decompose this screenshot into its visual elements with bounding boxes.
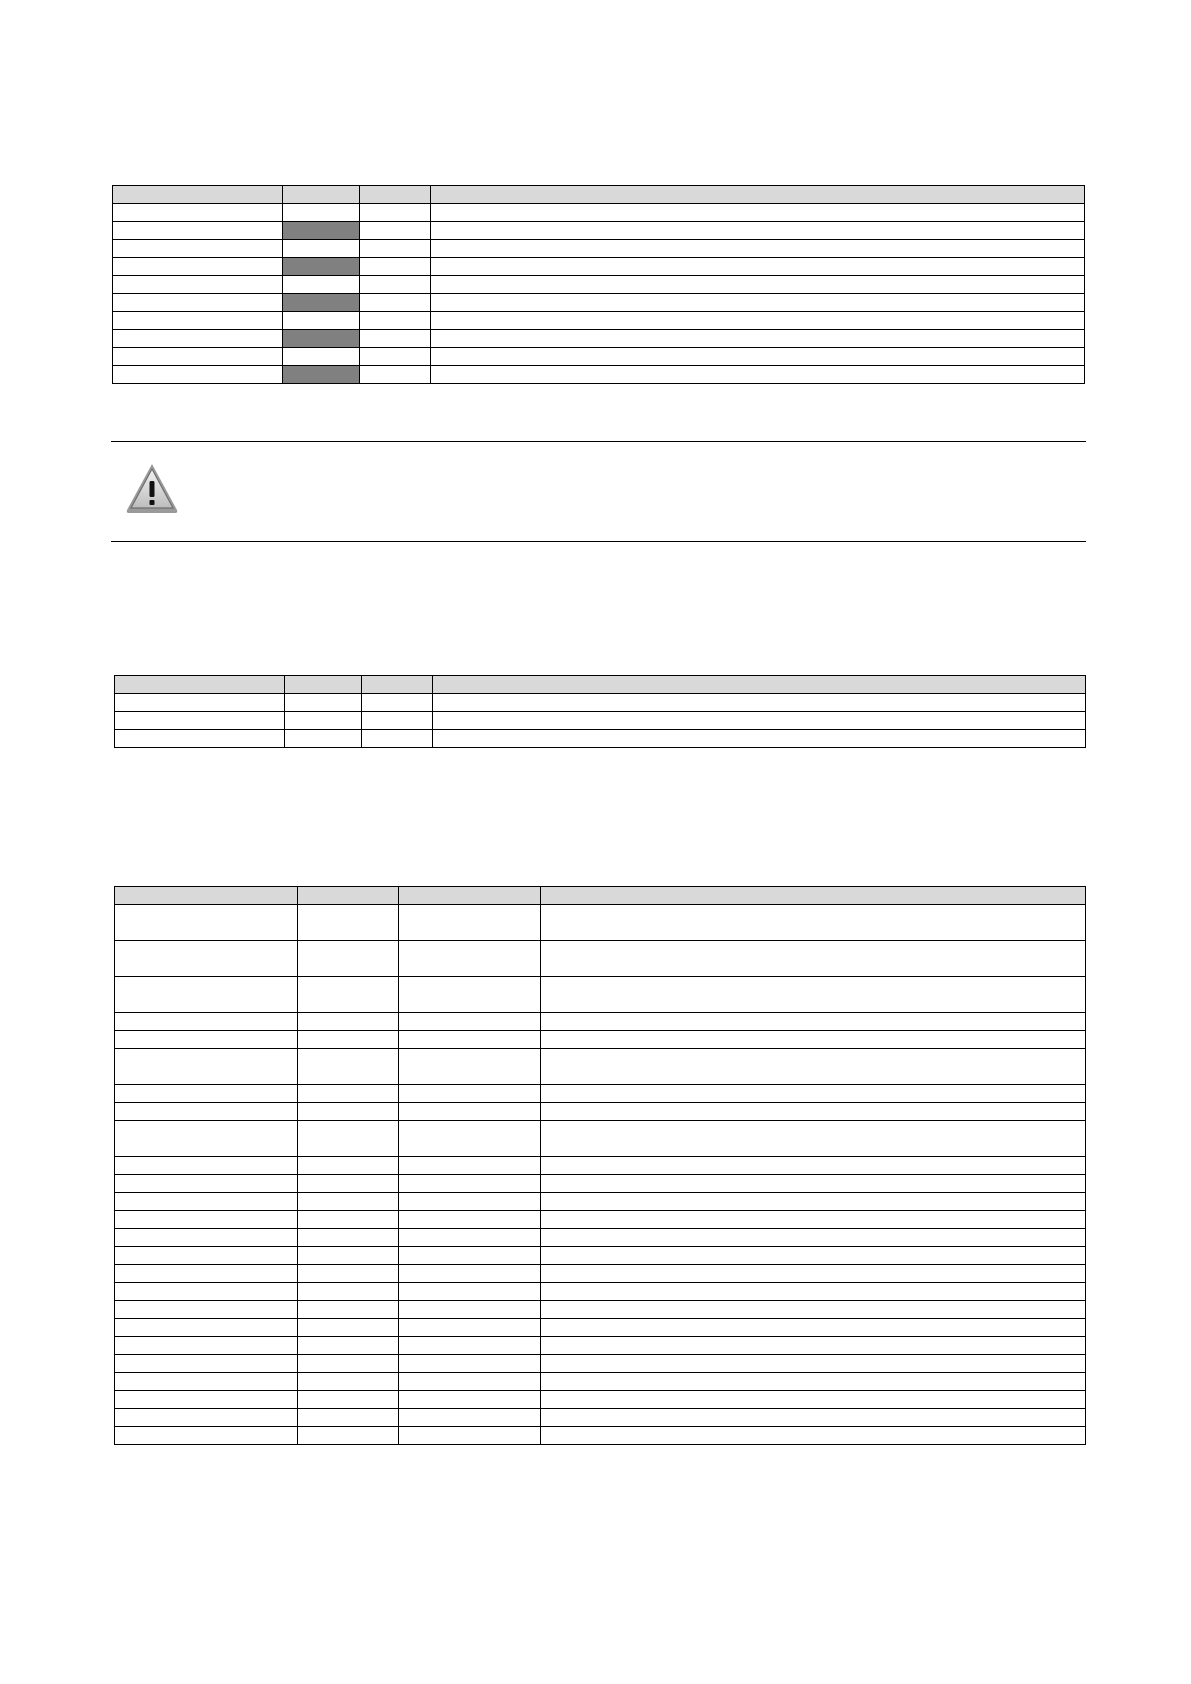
table-cell [431, 348, 1085, 366]
table-cell [399, 1409, 541, 1427]
table-cell [541, 1355, 1086, 1373]
table-cell [115, 1085, 298, 1103]
table-cell [541, 1049, 1086, 1085]
table-cell [113, 258, 283, 276]
table-cell [399, 887, 541, 905]
table-cell [115, 1319, 298, 1337]
table-row [115, 1229, 1086, 1247]
table-cell [360, 348, 431, 366]
table-cell [283, 312, 360, 330]
table-row [115, 694, 1086, 712]
table-cell [298, 1193, 399, 1211]
header-row [113, 186, 1085, 204]
table-row [115, 1391, 1086, 1409]
table-cell [113, 204, 283, 222]
header-row [115, 887, 1086, 905]
table-cell [360, 366, 431, 384]
table-cell [541, 941, 1086, 977]
table-row [115, 1337, 1086, 1355]
table-cell [113, 222, 283, 240]
table-cell [298, 1229, 399, 1247]
table-cell [399, 1031, 541, 1049]
table-cell [433, 730, 1086, 748]
table-row [113, 330, 1085, 348]
table-cell [298, 1157, 399, 1175]
table-cell [115, 1373, 298, 1391]
table-cell [115, 1391, 298, 1409]
table-cell [399, 1121, 541, 1157]
table-cell [431, 240, 1085, 258]
table-cell [285, 730, 362, 748]
table-cell [431, 204, 1085, 222]
table-cell [283, 348, 360, 366]
table-cell [399, 1085, 541, 1103]
table-cell [433, 694, 1086, 712]
table-row [113, 258, 1085, 276]
table-row [115, 1319, 1086, 1337]
table-row [113, 222, 1085, 240]
table-cell [541, 1157, 1086, 1175]
table-cell [298, 1247, 399, 1265]
header-row [115, 676, 1086, 694]
table-cell [399, 1193, 541, 1211]
table-cell [541, 1229, 1086, 1247]
table-cell [298, 1283, 399, 1301]
table-cell [298, 1319, 399, 1337]
table-cell [399, 1211, 541, 1229]
table-cell [115, 1355, 298, 1373]
table-cell [115, 1427, 298, 1445]
table-cell [541, 977, 1086, 1013]
table-cell [283, 330, 360, 348]
table-cell [298, 1031, 399, 1049]
table-cell [298, 1121, 399, 1157]
table-cell [399, 1355, 541, 1373]
table-cell [399, 1247, 541, 1265]
table-cell [360, 312, 431, 330]
table-cell [399, 1049, 541, 1085]
table-cell [360, 240, 431, 258]
table-cell [399, 1175, 541, 1193]
table-cell [285, 712, 362, 730]
table-cell [431, 330, 1085, 348]
table-row [113, 276, 1085, 294]
table-row [115, 905, 1086, 941]
table-cell [541, 1373, 1086, 1391]
table-cell [298, 1391, 399, 1409]
table-cell [431, 312, 1085, 330]
table-row [115, 1157, 1086, 1175]
table-cell [362, 730, 433, 748]
table-row [115, 1373, 1086, 1391]
table-cell [431, 222, 1085, 240]
table-row [115, 1265, 1086, 1283]
table-cell [431, 276, 1085, 294]
table-cell [541, 1265, 1086, 1283]
table-cell [541, 1211, 1086, 1229]
table-cell [541, 1031, 1086, 1049]
table-cell [298, 1427, 399, 1445]
table-cell [113, 366, 283, 384]
table-cell [298, 1373, 399, 1391]
table-row [115, 1031, 1086, 1049]
table-cell [283, 222, 360, 240]
table-cell [115, 977, 298, 1013]
table-row [115, 1103, 1086, 1121]
table-cell [541, 1337, 1086, 1355]
table-cell [362, 676, 433, 694]
table-cell [113, 294, 283, 312]
table-cell [115, 1247, 298, 1265]
table-cell [115, 1283, 298, 1301]
table-cell [115, 694, 285, 712]
table-cell [541, 905, 1086, 941]
table-row [115, 1409, 1086, 1427]
table-cell [399, 905, 541, 941]
table-cell [115, 1193, 298, 1211]
table-cell [541, 1193, 1086, 1211]
table-row [115, 1355, 1086, 1373]
table-cell [115, 1157, 298, 1175]
table-cell [115, 730, 285, 748]
table-row [115, 1049, 1086, 1085]
table-cell [431, 366, 1085, 384]
warning-bottom-rule [111, 541, 1086, 542]
table-row [113, 204, 1085, 222]
table-cell [298, 1013, 399, 1031]
table-cell [541, 1175, 1086, 1193]
table-cell [113, 276, 283, 294]
table-cell [541, 1391, 1086, 1409]
table-cell [541, 1427, 1086, 1445]
table-cell [298, 887, 399, 905]
table-row [115, 1427, 1086, 1445]
table-cell [399, 1157, 541, 1175]
table-cell [283, 186, 360, 204]
table-cell [298, 1355, 399, 1373]
table-cell [115, 1409, 298, 1427]
table-cell [399, 1265, 541, 1283]
table-cell [115, 1229, 298, 1247]
table-cell [399, 1103, 541, 1121]
table-row [115, 1121, 1086, 1157]
table-cell [431, 186, 1085, 204]
table-row [113, 348, 1085, 366]
table-row [115, 1085, 1086, 1103]
table-2 [114, 675, 1086, 748]
table-cell [360, 222, 431, 240]
table-cell [285, 694, 362, 712]
table-cell [541, 1319, 1086, 1337]
table-cell [298, 1265, 399, 1283]
table-cell [113, 348, 283, 366]
table-cell [360, 276, 431, 294]
table-row [115, 1283, 1086, 1301]
table-cell [541, 1283, 1086, 1301]
table-cell [115, 1175, 298, 1193]
table-cell [115, 1031, 298, 1049]
table-cell [399, 977, 541, 1013]
table-row [115, 1301, 1086, 1319]
table-cell [115, 887, 298, 905]
table-cell [298, 941, 399, 977]
table-row [113, 240, 1085, 258]
table-cell [115, 1103, 298, 1121]
table-row [115, 712, 1086, 730]
table-cell [298, 1301, 399, 1319]
table-cell [298, 1085, 399, 1103]
table-cell [115, 676, 285, 694]
table-cell [283, 204, 360, 222]
table-cell [115, 1049, 298, 1085]
table-cell [283, 276, 360, 294]
table-cell [399, 1319, 541, 1337]
table-cell [362, 712, 433, 730]
table-cell [433, 676, 1086, 694]
table-cell [113, 240, 283, 258]
table-cell [399, 1337, 541, 1355]
table-cell [399, 1013, 541, 1031]
table-cell [360, 186, 431, 204]
table-1 [112, 185, 1085, 384]
table-cell [360, 204, 431, 222]
table-cell [399, 1229, 541, 1247]
table-cell [298, 1049, 399, 1085]
table-cell [298, 1211, 399, 1229]
table-row [113, 312, 1085, 330]
table-cell [298, 977, 399, 1013]
table-3 [114, 886, 1086, 1445]
table-row [113, 294, 1085, 312]
table-cell [541, 1301, 1086, 1319]
table-row [115, 1211, 1086, 1229]
table-cell [298, 905, 399, 941]
table-row [115, 1247, 1086, 1265]
table-row [113, 366, 1085, 384]
table-row [115, 941, 1086, 977]
table-cell [283, 294, 360, 312]
table-cell [283, 366, 360, 384]
table-cell [399, 1301, 541, 1319]
table-cell [115, 905, 298, 941]
table-cell [115, 1265, 298, 1283]
table-cell [283, 258, 360, 276]
table-cell [541, 1103, 1086, 1121]
table-cell [285, 676, 362, 694]
table-cell [541, 887, 1086, 905]
table-cell [298, 1103, 399, 1121]
table-cell [360, 330, 431, 348]
table-cell [431, 294, 1085, 312]
table-cell [115, 1013, 298, 1031]
table-row [115, 730, 1086, 748]
table-cell [298, 1409, 399, 1427]
table-cell [399, 1283, 541, 1301]
table-cell [541, 1247, 1086, 1265]
table-cell [541, 1409, 1086, 1427]
warning-top-rule [111, 441, 1086, 442]
table-row [115, 1193, 1086, 1211]
table-cell [113, 186, 283, 204]
table-cell [431, 258, 1085, 276]
table-row [115, 1175, 1086, 1193]
table-cell [115, 1301, 298, 1319]
table-cell [283, 240, 360, 258]
table-cell [115, 1337, 298, 1355]
table-cell [360, 294, 431, 312]
table-cell [115, 1211, 298, 1229]
table-cell [541, 1121, 1086, 1157]
table-cell [115, 941, 298, 977]
table-cell [541, 1085, 1086, 1103]
table-cell [115, 712, 285, 730]
table-cell [298, 1175, 399, 1193]
table-cell [433, 712, 1086, 730]
table-cell [113, 330, 283, 348]
warning-triangle-icon [124, 461, 180, 515]
table-cell [399, 1391, 541, 1409]
table-cell [115, 1121, 298, 1157]
table-cell [541, 1013, 1086, 1031]
table-cell [298, 1337, 399, 1355]
table-cell [399, 941, 541, 977]
table-cell [113, 312, 283, 330]
table-row [115, 977, 1086, 1013]
table-cell [362, 694, 433, 712]
table-cell [399, 1427, 541, 1445]
table-row [115, 1013, 1086, 1031]
table-cell [360, 258, 431, 276]
table-cell [399, 1373, 541, 1391]
